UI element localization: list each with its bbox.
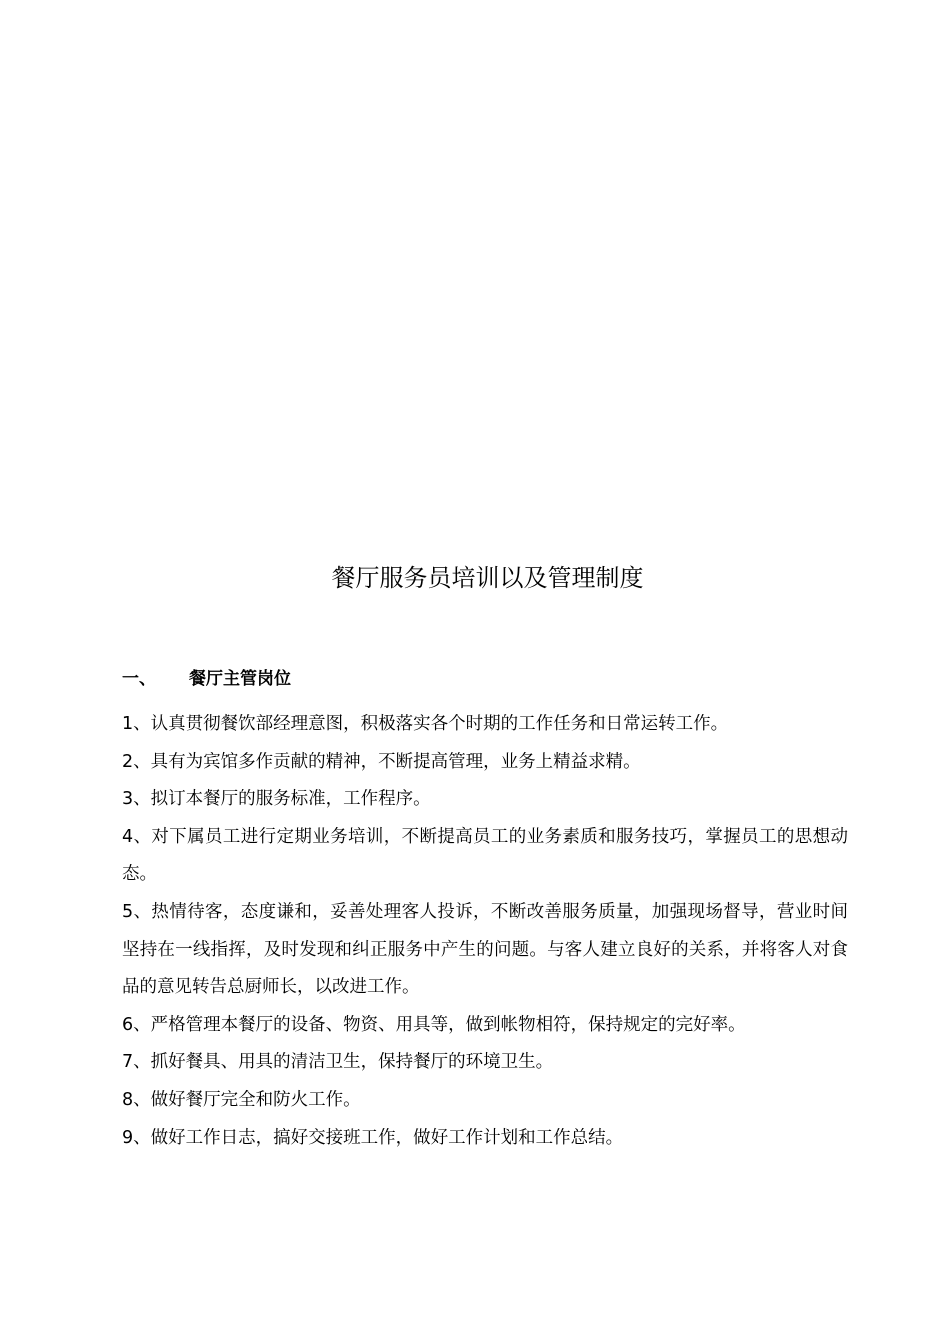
duty-item-3: 3、拟订本餐厅的服务标准，工作程序。 <box>122 789 431 810</box>
document-title: 餐厅服务员培训以及管理制度 <box>331 564 644 592</box>
section-supervisor-post <box>122 664 848 1157</box>
duty-item-8: 8、做好餐厅完全和防火工作。 <box>122 1089 361 1110</box>
duty-list <box>122 706 848 1157</box>
duty-item-9: 9、做好工作日志，搞好交接班工作，做好工作计划和工作总结。 <box>122 1127 624 1148</box>
duty-item-6: 6、严格管理本餐厅的设备、物资、用具等，做到帐物相符，保持规定的完好率。 <box>122 1014 746 1035</box>
duty-item-7: 7、抓好餐具、用具的清洁卫生，保持餐厅的环境卫生。 <box>122 1052 554 1073</box>
section-title: 餐厅主管岗位 <box>189 669 291 689</box>
duty-item-4: 4、对下属员工进行定期业务培训，不断提高员工的业务素质和服务技巧，掌握员工的思想动态。 <box>122 826 848 885</box>
section-number: 一、 <box>122 669 156 689</box>
duty-item-2: 2、具有为宾馆多作贡献的精神，不断提高管理，业务上精益求精。 <box>122 751 641 772</box>
duty-item-5: 5、热情待客，态度谦和，妥善处理客人投诉，不断改善服务质量，加强现场督导，营业时间坚持在一线指挥，及时发现和纠正服务中产生的问题。与客人建立良好的关系，并将客人对食品的意见转告总厨师长，以改进工作。 <box>122 901 848 998</box>
duty-item-1: 1、认真贯彻餐饮部经理意图，积极落实各个时期的工作任务和日常运转工作。 <box>122 714 729 734</box>
section-heading <box>122 664 848 694</box>
